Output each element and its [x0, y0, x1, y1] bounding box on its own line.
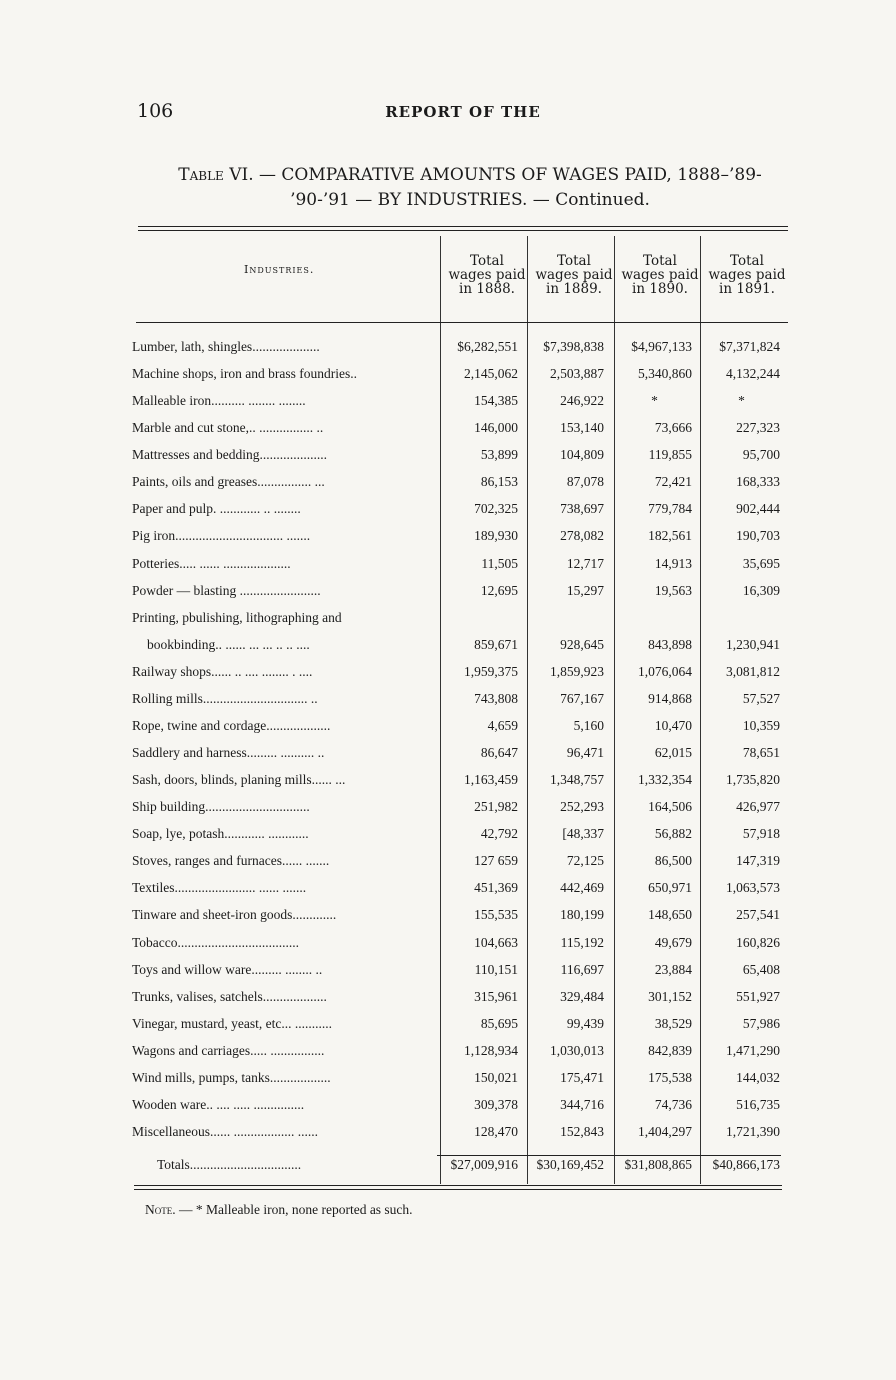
- wage-cell-1889: 329,484: [560, 988, 604, 1004]
- wage-cell-1889: 928,645: [560, 636, 604, 652]
- wage-cell-1891: 57,527: [742, 690, 780, 706]
- wage-cell-1889: 116,697: [560, 961, 604, 977]
- industry-label: Sash, doors, blinds, planing mills...... ...: [132, 772, 346, 788]
- wage-cell-1891: *: [738, 393, 745, 409]
- wage-cell-1891: 168,333: [736, 474, 780, 490]
- wage-cell-1890: 62,015: [654, 745, 692, 761]
- wage-cell-1891: 57,986: [742, 1015, 780, 1031]
- industry-label: Pig iron................................ .......: [132, 528, 311, 544]
- wage-cell-1888: 315,961: [474, 988, 518, 1004]
- industry-label: Marble and cut stone,.. ................ ..: [132, 420, 324, 436]
- industry-label: Ship building...............................: [132, 799, 310, 815]
- table-row: [0, 935, 896, 962]
- table-row: [0, 962, 896, 989]
- wage-cell-1889: $7,398,838: [543, 339, 604, 354]
- industry-label: Textiles........................ ...... .......: [132, 880, 307, 896]
- header-col-1889-line2: wages paid: [535, 267, 613, 283]
- wage-cell-1889: 738,697: [560, 501, 604, 517]
- wage-cell-1891: 516,735: [736, 1096, 780, 1112]
- wage-cell-1888: 53,899: [480, 447, 518, 463]
- wage-cell-1889: 104,809: [560, 447, 604, 463]
- wage-cell-1888: 1,128,934: [464, 1042, 518, 1058]
- wage-cell-1890: 650,971: [648, 880, 692, 896]
- table-row: [0, 366, 896, 393]
- wage-cell-1890: 23,884: [654, 961, 692, 977]
- table-row: [0, 610, 896, 637]
- table-row-totals: [0, 1157, 896, 1184]
- industry-label: Miscellaneous...... .................. ......: [132, 1124, 318, 1140]
- page-number: 106: [137, 100, 174, 122]
- industry-label: Potteries..... ...... ....................: [132, 555, 291, 571]
- wage-cell-1888: $6,282,551: [457, 339, 518, 354]
- industry-label: Paints, oils and greases................ ...: [132, 474, 325, 490]
- header-col-1889: [531, 254, 617, 296]
- wage-cell-1891: 35,695: [742, 555, 780, 571]
- wage-cell-1891: 551,927: [736, 988, 780, 1004]
- industry-label: Wagons and carriages..... ................: [132, 1042, 325, 1058]
- wage-cell-1890: 73,666: [654, 420, 692, 436]
- wage-cell-1888: 12,695: [480, 582, 518, 598]
- wage-cell-1889: 246,922: [560, 393, 604, 409]
- wage-cell-1888: 743,808: [474, 690, 518, 706]
- industry-label: Stoves, ranges and furnaces...... .......: [132, 853, 330, 869]
- industry-label: Printing, pbulishing, lithographing and: [132, 609, 342, 625]
- industry-label: Saddlery and harness......... .......... ..: [132, 745, 325, 761]
- table-row: [0, 826, 896, 853]
- table-title-prefix: Table VI.: [178, 165, 254, 185]
- table-row: [0, 799, 896, 826]
- table-row: [0, 664, 896, 691]
- table-row: [0, 447, 896, 474]
- industry-label: Trunks, valises, satchels...................: [132, 988, 327, 1004]
- industry-label: Wind mills, pumps, tanks..................: [132, 1069, 331, 1085]
- wage-cell-1890: *: [651, 393, 658, 409]
- wage-cell-1890: 19,563: [654, 582, 692, 598]
- wage-cell-1890: 49,679: [654, 934, 692, 950]
- wage-cell-1889: 1,859,923: [550, 663, 604, 679]
- table-row: [0, 583, 896, 610]
- bottom-rule-1: [134, 1185, 782, 1186]
- table-title-line1: — COMPARATIVE AMOUNTS OF WAGES PAID, 1888–’89-: [253, 165, 762, 185]
- industry-label: Vinegar, mustard, yeast, etc... ...........: [132, 1015, 332, 1031]
- totals-1890: $31,808,865: [624, 1157, 692, 1172]
- wage-cell-1890: 301,152: [648, 988, 692, 1004]
- totals-1891: $40,866,173: [712, 1157, 780, 1172]
- industry-label: Toys and willow ware......... ........ ..: [132, 961, 323, 977]
- wage-cell-1891: 147,319: [736, 853, 780, 869]
- industry-label: Paper and pulp. ............ .. ........: [132, 501, 301, 517]
- wage-cell-1888: 189,930: [474, 528, 518, 544]
- table-row: [0, 853, 896, 880]
- wage-cell-1890: 74,736: [654, 1096, 692, 1112]
- table-row: [0, 637, 896, 664]
- wage-cell-1890: 10,470: [654, 717, 692, 733]
- table-row: [0, 1016, 896, 1043]
- table-row: [0, 745, 896, 772]
- wage-cell-1891: 4,132,244: [726, 366, 780, 382]
- wage-cell-1889: 72,125: [566, 853, 604, 869]
- wage-cell-1891: 902,444: [736, 501, 780, 517]
- totals-1889: $30,169,452: [536, 1157, 604, 1172]
- wage-cell-1889: 12,717: [566, 555, 604, 571]
- totals-rule-top: [437, 1155, 781, 1156]
- industry-label: Lumber, lath, shingles....................: [132, 339, 320, 354]
- wage-cell-1888: 86,647: [480, 745, 518, 761]
- table-row: [0, 691, 896, 718]
- wage-cell-1891: 1,721,390: [726, 1124, 780, 1140]
- wage-cell-1890: 842,839: [648, 1042, 692, 1058]
- industry-label: Malleable iron.......... ........ ........: [132, 393, 306, 409]
- wage-cell-1890: 5,340,860: [638, 366, 692, 382]
- table-row: [0, 772, 896, 799]
- footnote-prefix: Note.: [145, 1202, 176, 1217]
- table-row: [0, 1070, 896, 1097]
- totals-1888: $27,009,916: [450, 1157, 518, 1172]
- wage-cell-1891: 190,703: [736, 528, 780, 544]
- wage-cell-1890: 72,421: [654, 474, 692, 490]
- wage-cell-1891: 1,471,290: [726, 1042, 780, 1058]
- wage-cell-1889: 152,843: [560, 1124, 604, 1140]
- table-row: [0, 501, 896, 528]
- top-rule-2: [138, 230, 788, 231]
- wage-cell-1891: 144,032: [736, 1069, 780, 1085]
- wage-cell-1888: 127 659: [474, 853, 518, 869]
- wage-cell-1891: 65,408: [742, 961, 780, 977]
- table-row: [0, 989, 896, 1016]
- industry-label: Powder — blasting ........................: [132, 582, 321, 598]
- wage-cell-1888: 309,378: [474, 1096, 518, 1112]
- table-row: [0, 420, 896, 447]
- wage-cell-1888: 110,151: [474, 961, 518, 977]
- wage-cell-1889: 252,293: [560, 799, 604, 815]
- wage-cell-1888: 451,369: [474, 880, 518, 896]
- wage-cell-1891: 426,977: [736, 799, 780, 815]
- wage-cell-1890: 175,538: [648, 1069, 692, 1085]
- top-rule-1: [138, 226, 788, 227]
- wage-cell-1889: 344,716: [560, 1096, 604, 1112]
- header-col-1890: [617, 254, 703, 296]
- wage-cell-1890: 1,332,354: [638, 772, 692, 788]
- wage-cell-1888: 155,535: [474, 907, 518, 923]
- industry-label: Rolling mills............................... ..: [132, 690, 318, 706]
- wage-cell-1889: 115,192: [560, 934, 604, 950]
- header-col-1891-line1: Total: [730, 253, 764, 269]
- wage-cell-1891: 57,918: [742, 826, 780, 842]
- industry-label: bookbinding.. ...... ... ... .. .. ....: [147, 636, 310, 652]
- bottom-rule-2: [134, 1189, 782, 1190]
- wage-cell-1889: 767,167: [560, 690, 604, 706]
- wage-cell-1890: 1,076,064: [638, 663, 692, 679]
- header-col-1890-line2: wages paid: [621, 267, 699, 283]
- wage-cell-1890: 56,882: [654, 826, 692, 842]
- wage-cell-1888: 1,959,375: [464, 663, 518, 679]
- header-col-1891: [704, 254, 790, 296]
- header-col-1891-line3: in 1891.: [719, 281, 775, 297]
- wage-cell-1888: 2,145,062: [464, 366, 518, 382]
- wage-cell-1889: 175,471: [560, 1069, 604, 1085]
- wage-cell-1890: 914,868: [648, 690, 692, 706]
- wage-cell-1890: 182,561: [648, 528, 692, 544]
- wage-cell-1888: 86,153: [480, 474, 518, 490]
- industry-label: Soap, lye, potash............ ............: [132, 826, 309, 842]
- wage-cell-1890: 1,404,297: [638, 1124, 692, 1140]
- wage-cell-1891: 1,230,941: [726, 636, 780, 652]
- table-row: [0, 907, 896, 934]
- wage-cell-1889: 278,082: [560, 528, 604, 544]
- header-col-1891-line2: wages paid: [708, 267, 786, 283]
- wage-cell-1889: 1,348,757: [550, 772, 604, 788]
- table-row: [0, 339, 896, 366]
- wage-cell-1888: 702,325: [474, 501, 518, 517]
- header-rule: [136, 322, 788, 323]
- wage-cell-1888: 150,021: [474, 1069, 518, 1085]
- wage-cell-1888: 104,663: [474, 934, 518, 950]
- table-title: [150, 163, 790, 213]
- wage-cell-1891: 160,826: [736, 934, 780, 950]
- header-col-1889-line1: Total: [557, 253, 591, 269]
- wage-cell-1888: 42,792: [480, 826, 518, 842]
- wage-cell-1889: 5,160: [573, 717, 604, 733]
- table-row: [0, 1043, 896, 1070]
- industry-label: Tobacco....................................: [132, 934, 300, 950]
- running-head: REPORT OF THE: [385, 103, 541, 121]
- table-row: [0, 718, 896, 745]
- wage-cell-1889: 15,297: [566, 582, 604, 598]
- wage-cell-1889: 180,199: [560, 907, 604, 923]
- table-row: [0, 528, 896, 555]
- table-row: [0, 556, 896, 583]
- wage-cell-1890: 38,529: [654, 1015, 692, 1031]
- wage-cell-1888: 11,505: [481, 555, 518, 571]
- wage-cell-1890: 779,784: [648, 501, 692, 517]
- table-row: [0, 393, 896, 420]
- header-col-1888-line3: in 1888.: [459, 281, 515, 297]
- wage-cell-1891: 1,735,820: [726, 772, 780, 788]
- wage-cell-1888: 4,659: [487, 717, 518, 733]
- wage-cell-1890: 119,855: [648, 447, 692, 463]
- industry-label: Railway shops...... .. .... ........ . ....: [132, 663, 313, 679]
- wage-cell-1891: 227,323: [736, 420, 780, 436]
- wage-cell-1889: 2,503,887: [550, 366, 604, 382]
- table-row: [0, 1124, 896, 1151]
- wage-cell-1888: 1,163,459: [464, 772, 518, 788]
- wage-cell-1891: 3,081,812: [726, 663, 780, 679]
- wage-cell-1891: $7,371,824: [719, 339, 780, 354]
- wage-cell-1888: 146,000: [474, 420, 518, 436]
- header-col-1888-line1: Total: [470, 253, 504, 269]
- wage-cell-1888: 85,695: [480, 1015, 518, 1031]
- header-col-1890-line1: Total: [643, 253, 677, 269]
- wage-cell-1889: 87,078: [566, 474, 604, 490]
- wage-cell-1890: 14,913: [654, 555, 692, 571]
- wage-cell-1891: 10,359: [742, 717, 780, 733]
- industry-label: Rope, twine and cordage...................: [132, 717, 331, 733]
- wage-cell-1888: 251,982: [474, 799, 518, 815]
- wage-cell-1888: 154,385: [474, 393, 518, 409]
- wage-cell-1889: 1,030,013: [550, 1042, 604, 1058]
- wage-cell-1890: $4,967,133: [631, 339, 692, 354]
- wage-cell-1889: 96,471: [566, 745, 604, 761]
- header-col-1889-line3: in 1889.: [546, 281, 602, 297]
- table-row: [0, 474, 896, 501]
- wage-cell-1891: 95,700: [742, 447, 780, 463]
- wage-cell-1891: 257,541: [736, 907, 780, 923]
- header-col-1888: [444, 254, 530, 296]
- table-row: [0, 880, 896, 907]
- wage-cell-1890: 843,898: [648, 636, 692, 652]
- wage-cell-1890: 86,500: [654, 853, 692, 869]
- industry-label: Tinware and sheet-iron goods.............: [132, 907, 337, 923]
- header-col-1888-line2: wages paid: [448, 267, 526, 283]
- totals-label: Totals.................................: [157, 1157, 302, 1172]
- wage-cell-1891: 78,651: [742, 745, 780, 761]
- wage-cell-1888: 128,470: [474, 1124, 518, 1140]
- footnote: [145, 1202, 413, 1218]
- wage-cell-1889: 153,140: [560, 420, 604, 436]
- table-row: [0, 1097, 896, 1124]
- wage-cell-1890: 164,506: [648, 799, 692, 815]
- industry-label: Machine shops, iron and brass foundries..: [132, 366, 357, 382]
- wage-cell-1889: 99,439: [566, 1015, 604, 1031]
- wage-cell-1889: [48,337: [562, 826, 604, 842]
- header-col-1890-line3: in 1890.: [632, 281, 688, 297]
- wage-cell-1890: 148,650: [648, 907, 692, 923]
- wage-cell-1891: 1,063,573: [726, 880, 780, 896]
- footnote-text: — * Malleable iron, none reported as such.: [175, 1202, 413, 1217]
- header-industries: Industries.: [244, 263, 315, 276]
- table-title-line2: ’90-’91 — BY INDUSTRIES. — Continued.: [290, 190, 650, 210]
- wage-cell-1888: 859,671: [474, 636, 518, 652]
- wage-cell-1889: 442,469: [560, 880, 604, 896]
- industry-label: Wooden ware.. .... ..... ...............: [132, 1096, 305, 1112]
- wage-cell-1891: 16,309: [742, 582, 780, 598]
- industry-label: Mattresses and bedding....................: [132, 447, 327, 463]
